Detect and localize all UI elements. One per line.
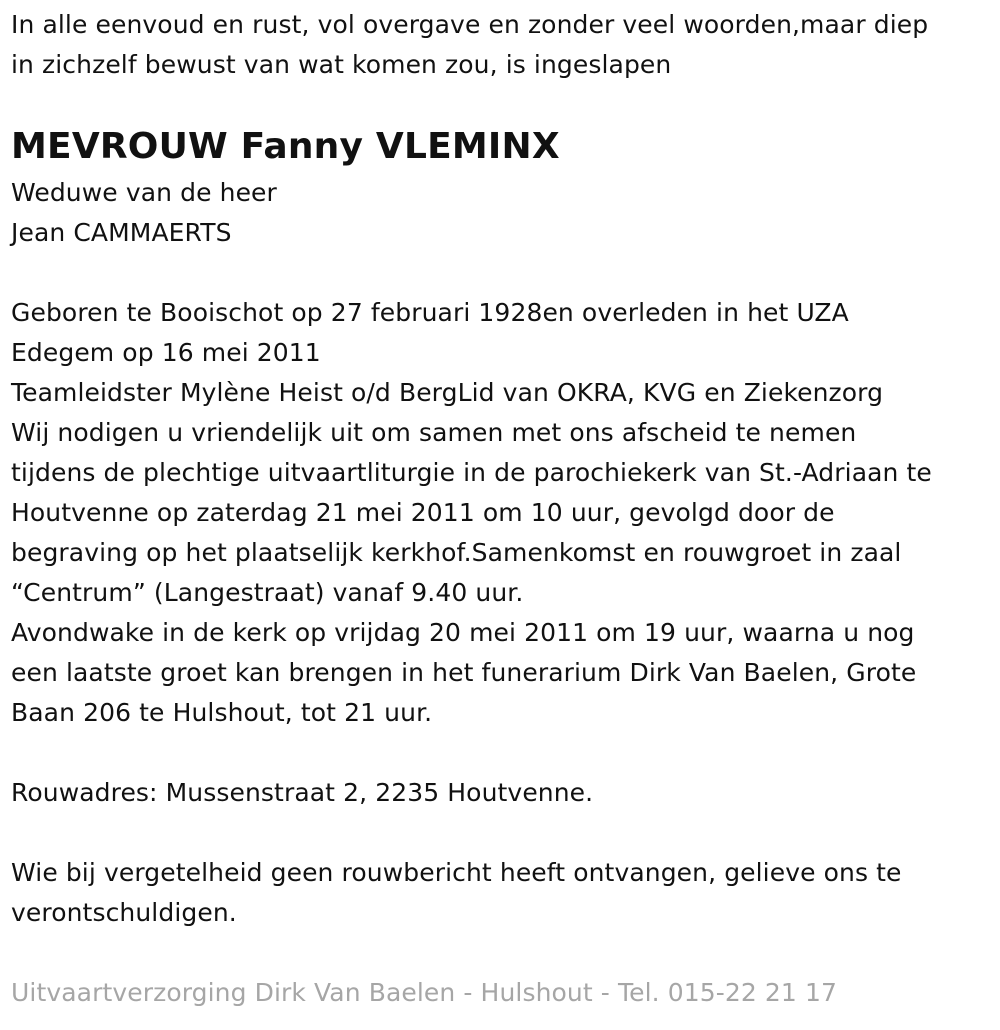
body-line: Avondwake in de kerk op vrijdag 20 mei 2011 om 19 uur, waarna u nog — [11, 618, 915, 647]
body-line: een laatste groet kan brengen in het funerarium Dirk Van Baelen, Grote — [11, 658, 917, 687]
spouse-name: Jean CAMMAERTS — [11, 218, 232, 247]
body-line: “Centrum” (Langestraat) vanaf 9.40 uur. — [11, 578, 524, 607]
body-line: Baan 206 te Hulshout, tot 21 uur. — [11, 698, 433, 727]
body-line: Wij nodigen u vriendelijk uit om samen met ons afscheid te nemen — [11, 418, 857, 447]
apology-text — [11, 853, 902, 933]
funeral-home-footer: Uitvaartverzorging Dirk Van Baelen - Hulshout - Tel. 015-22 21 17 — [11, 978, 837, 1007]
intro-text — [11, 5, 928, 85]
apology-line: Wie bij vergetelheid geen rouwbericht heeft ontvangen, gelieve ons te — [11, 858, 902, 887]
intro-line: in zichzelf bewust van wat komen zou, is ingeslapen — [11, 50, 672, 79]
body-line: Houtvenne op zaterdag 21 mei 2011 om 10 uur, gevolgd door de — [11, 498, 835, 527]
body-line: Teamleidster Mylène Heist o/d BergLid van OKRA, KVG en Ziekenzorg — [11, 378, 884, 407]
widow-of-line: Weduwe van de heer — [11, 178, 277, 207]
body-line: begraving op het plaatselijk kerkhof.Samenkomst en rouwgroet in zaal — [11, 538, 902, 567]
mourning-address: Rouwadres: Mussenstraat 2, 2235 Houtvenne. — [11, 778, 594, 807]
body-line: tijdens de plechtige uitvaartliturgie in de parochiekerk van St.-Adriaan te — [11, 458, 932, 487]
intro-line: In alle eenvoud en rust, vol overgave en zonder veel woorden,maar diep — [11, 10, 929, 39]
widow-of — [11, 173, 277, 253]
notice-body — [11, 293, 932, 733]
deceased-name: MEVROUW Fanny VLEMINX — [11, 126, 560, 167]
body-line: Geboren te Booischot op 27 februari 1928en overleden in het UZA — [11, 298, 849, 327]
apology-line: verontschuldigen. — [11, 898, 237, 927]
body-line: Edegem op 16 mei 2011 — [11, 338, 321, 367]
